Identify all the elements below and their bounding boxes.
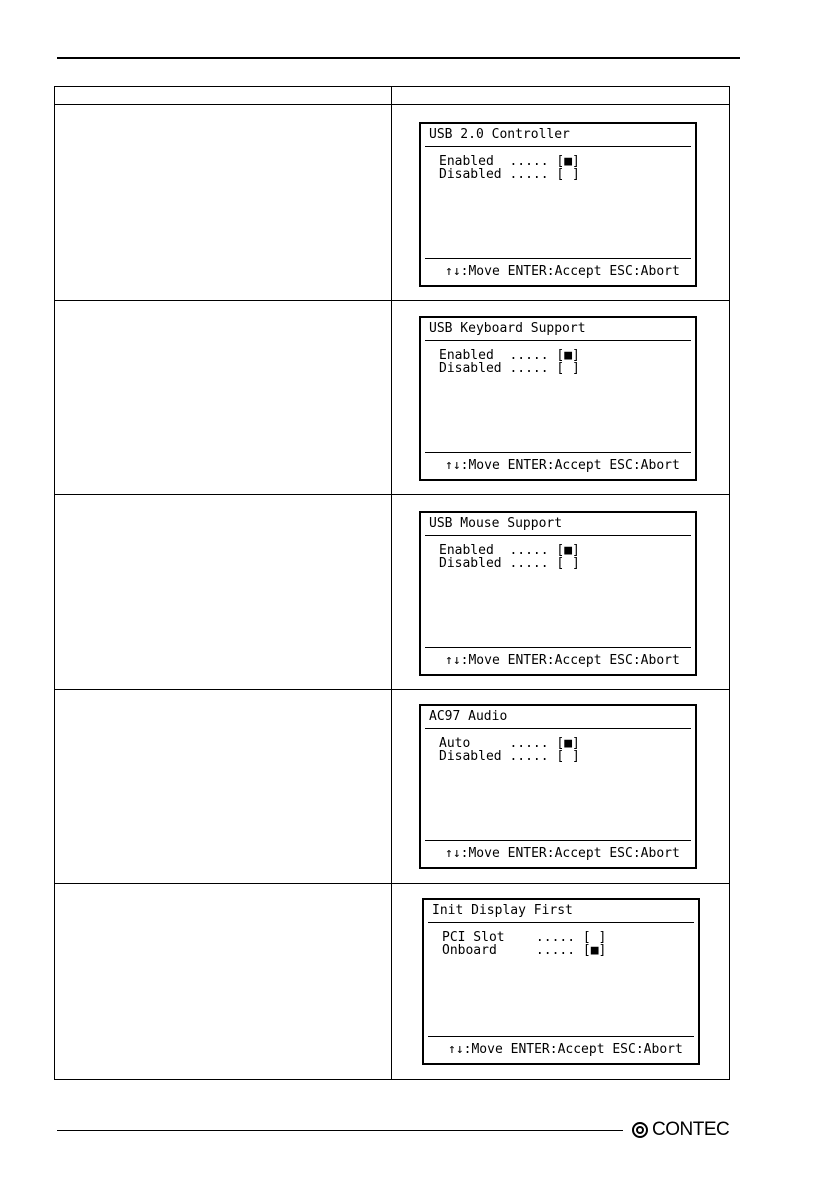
bios-footer-divider — [425, 840, 691, 841]
row-separator — [55, 300, 729, 301]
logo-text: CONTEC — [652, 1119, 730, 1140]
bios-screen-usb-controller — [419, 122, 697, 287]
bios-option[interactable]: Enabled ..... [■] — [439, 543, 580, 558]
bios-screen-title: USB Keyboard Support — [429, 321, 586, 336]
bios-help-line: ↑↓:Move ENTER:Accept ESC:Abort — [445, 653, 680, 668]
bios-help-line: ↑↓:Move ENTER:Accept ESC:Abort — [445, 264, 680, 279]
bios-screen-usb-mouse — [419, 511, 697, 676]
bios-footer-divider — [428, 1036, 694, 1037]
contec-logo-icon — [632, 1122, 648, 1138]
table-header-row — [55, 87, 729, 105]
bios-help-line: ↑↓:Move ENTER:Accept ESC:Abort — [448, 1042, 683, 1057]
row-separator — [55, 494, 729, 495]
bios-footer-divider — [425, 452, 691, 453]
bios-option[interactable]: Enabled ..... [■] — [439, 348, 580, 363]
bios-screen-title: USB 2.0 Controller — [429, 127, 570, 142]
bios-option[interactable]: Enabled ..... [■] — [439, 154, 580, 169]
bios-screen-usb-keyboard — [419, 316, 697, 481]
bios-option[interactable]: Disabled ..... [ ] — [439, 361, 580, 376]
bios-title-divider — [428, 922, 694, 923]
bios-help-line: ↑↓:Move ENTER:Accept ESC:Abort — [445, 846, 680, 861]
bios-footer-divider — [425, 258, 691, 259]
bios-title-divider — [425, 146, 691, 147]
bios-option[interactable]: PCI Slot ..... [ ] — [442, 930, 607, 945]
row-separator — [55, 883, 729, 884]
header-rule — [57, 57, 740, 59]
bios-title-divider — [425, 535, 691, 536]
bios-screen-ac97-audio — [419, 704, 697, 869]
bios-option[interactable]: Auto ..... [■] — [439, 736, 580, 751]
contec-logo — [632, 1118, 729, 1142]
column-divider — [391, 87, 392, 1079]
bios-option[interactable]: Disabled ..... [ ] — [439, 749, 580, 764]
bios-option[interactable]: Disabled ..... [ ] — [439, 556, 580, 571]
footer-rule — [57, 1130, 623, 1131]
bios-screen-title: USB Mouse Support — [429, 516, 563, 531]
row-separator — [55, 689, 729, 690]
bios-title-divider — [425, 728, 691, 729]
bios-screen-title: Init Display First — [432, 903, 573, 918]
bios-title-divider — [425, 340, 691, 341]
bios-option[interactable]: Disabled ..... [ ] — [439, 167, 580, 182]
bios-screen-title: AC97 Audio — [429, 709, 508, 724]
bios-option[interactable]: Onboard ..... [■] — [442, 943, 607, 958]
bios-footer-divider — [425, 647, 691, 648]
bios-help-line: ↑↓:Move ENTER:Accept ESC:Abort — [445, 458, 680, 473]
bios-screen-init-display — [422, 898, 700, 1065]
